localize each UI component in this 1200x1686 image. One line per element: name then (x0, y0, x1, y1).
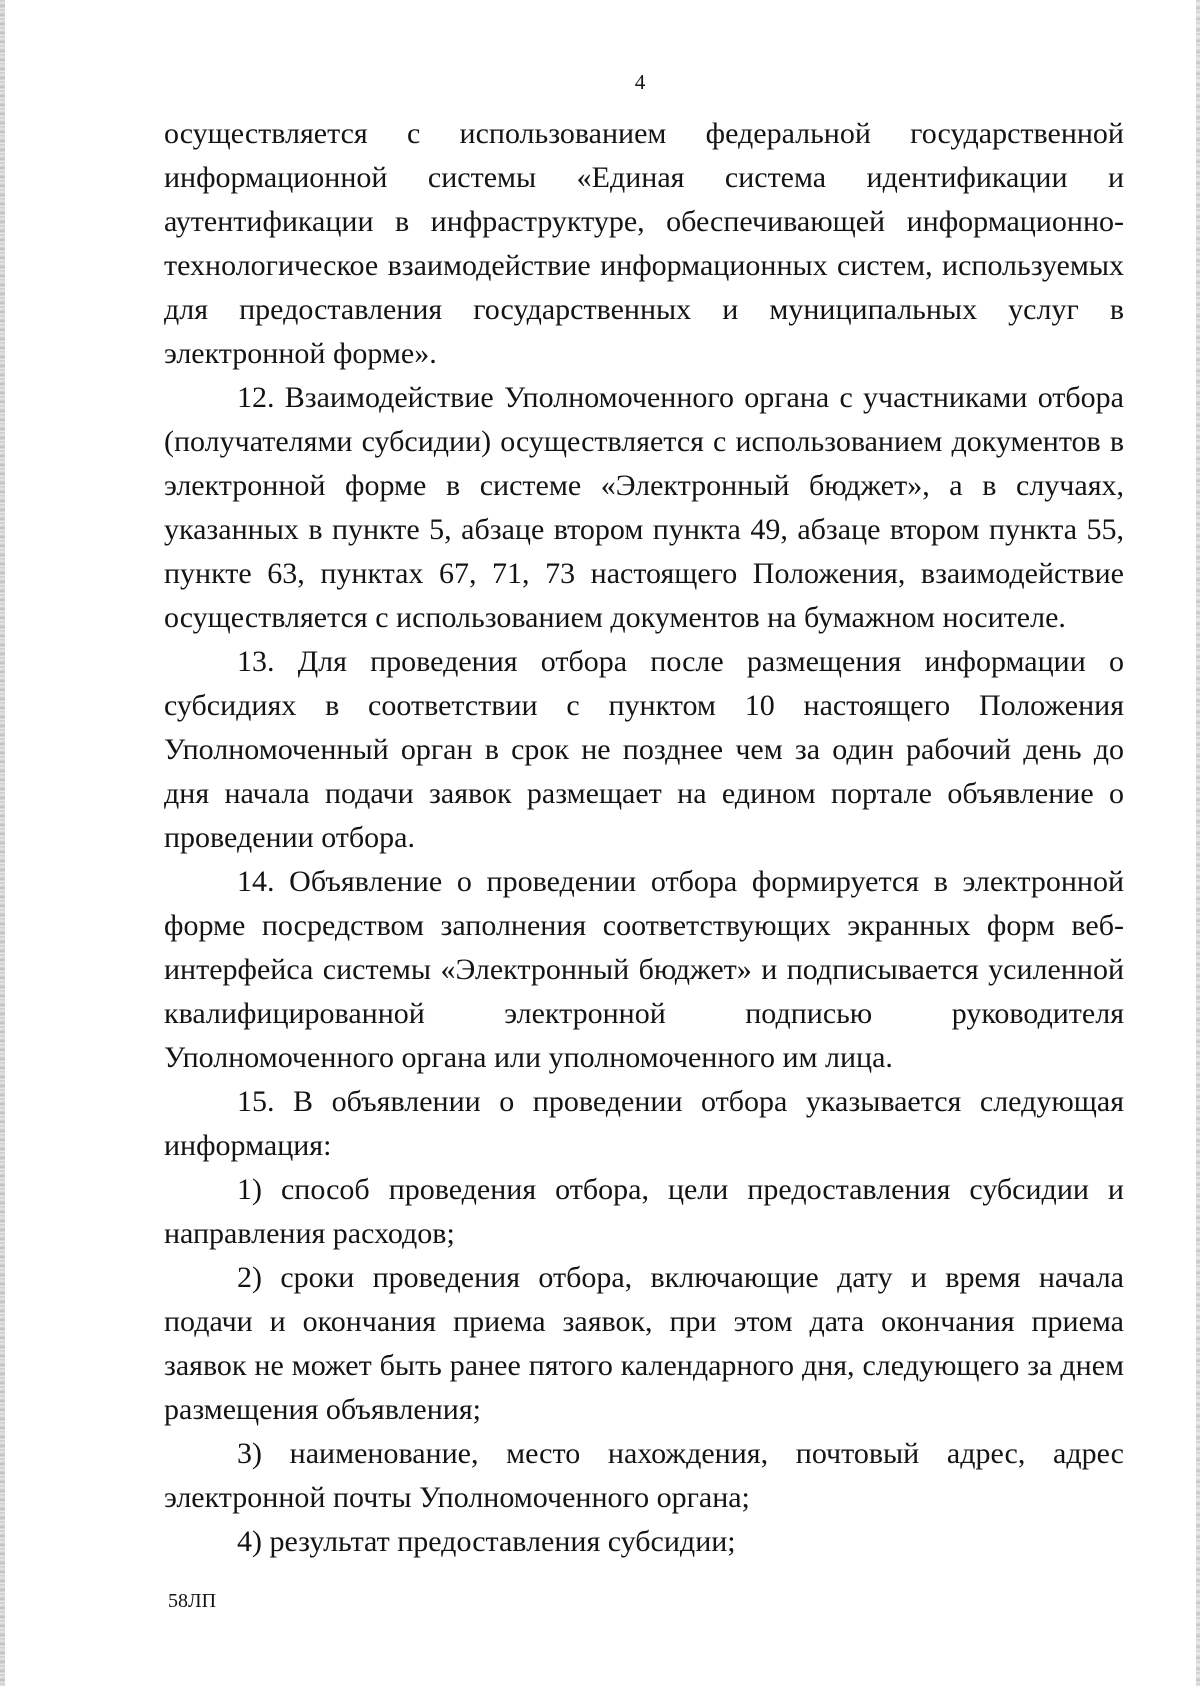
footer-document-code: 58ЛП (168, 1590, 217, 1612)
paragraph-14: 14. Объявление о проведении отбора формируется в электронной форме посредством заполнения соответствующих экранных форм веб-интерфейса системы «Электронный бюджет» и подписывается усиленной квалифицированной электронной подписью руководителя Уполномоченного органа или уполномоченного им лица. (164, 865, 1124, 1074)
page-number: 4 (634, 70, 646, 94)
document-body (164, 112, 1124, 1564)
list-item-2: 2) сроки проведения отбора, включающие дату и время начала подачи и окончания приема заявок, при этом дата окончания приема заявок не может быть ранее пятого календарного дня, следующего за днем размещения объявления; (164, 1261, 1124, 1426)
paragraph-15: 15. В объявлении о проведении отбора указывается следующая информация: (164, 1085, 1124, 1162)
scan-edge-left (0, 0, 5, 1686)
paragraph-12: 12. Взаимодействие Уполномоченного органа с участниками отбора (получателями субсидии) осуществляется с использованием документов в электронной форме в системе «Электронный бюджет», а в случаях, указанных в пункте 5, абзаце втором пункта 49, абзаце втором пункта 55, пункте 63, пунктах 67, 71, 73 настоящего Положения, взаимодействие осуществляется с использованием документов на бумажном носителе. (164, 381, 1124, 634)
scan-edge-right (1196, 0, 1200, 1686)
list-item-3: 3) наименование, место нахождения, почтовый адрес, адрес электронной почты Уполномоченного органа; (164, 1437, 1124, 1514)
paragraph-13: 13. Для проведения отбора после размещения информации о субсидиях в соответствии с пунктом 10 настоящего Положения Уполномоченный орган в срок не позднее чем за один рабочий день до дня начала подачи заявок размещает на едином портале объявление о проведении отбора. (164, 645, 1124, 854)
list-item-4: 4) результат предоставления субсидии; (237, 1525, 736, 1558)
list-item-1: 1) способ проведения отбора, цели предоставления субсидии и направления расходов; (164, 1173, 1124, 1250)
paragraph-continuation: осуществляется с использованием федеральной государственной информационной системы «Единая система идентификации и аутентификации в инфраструктуре, обеспечивающей информационно-технологическое взаимодействие информационных систем, используемых для предоставления государственных и муниципальных услуг в электронной форме». (164, 117, 1124, 370)
